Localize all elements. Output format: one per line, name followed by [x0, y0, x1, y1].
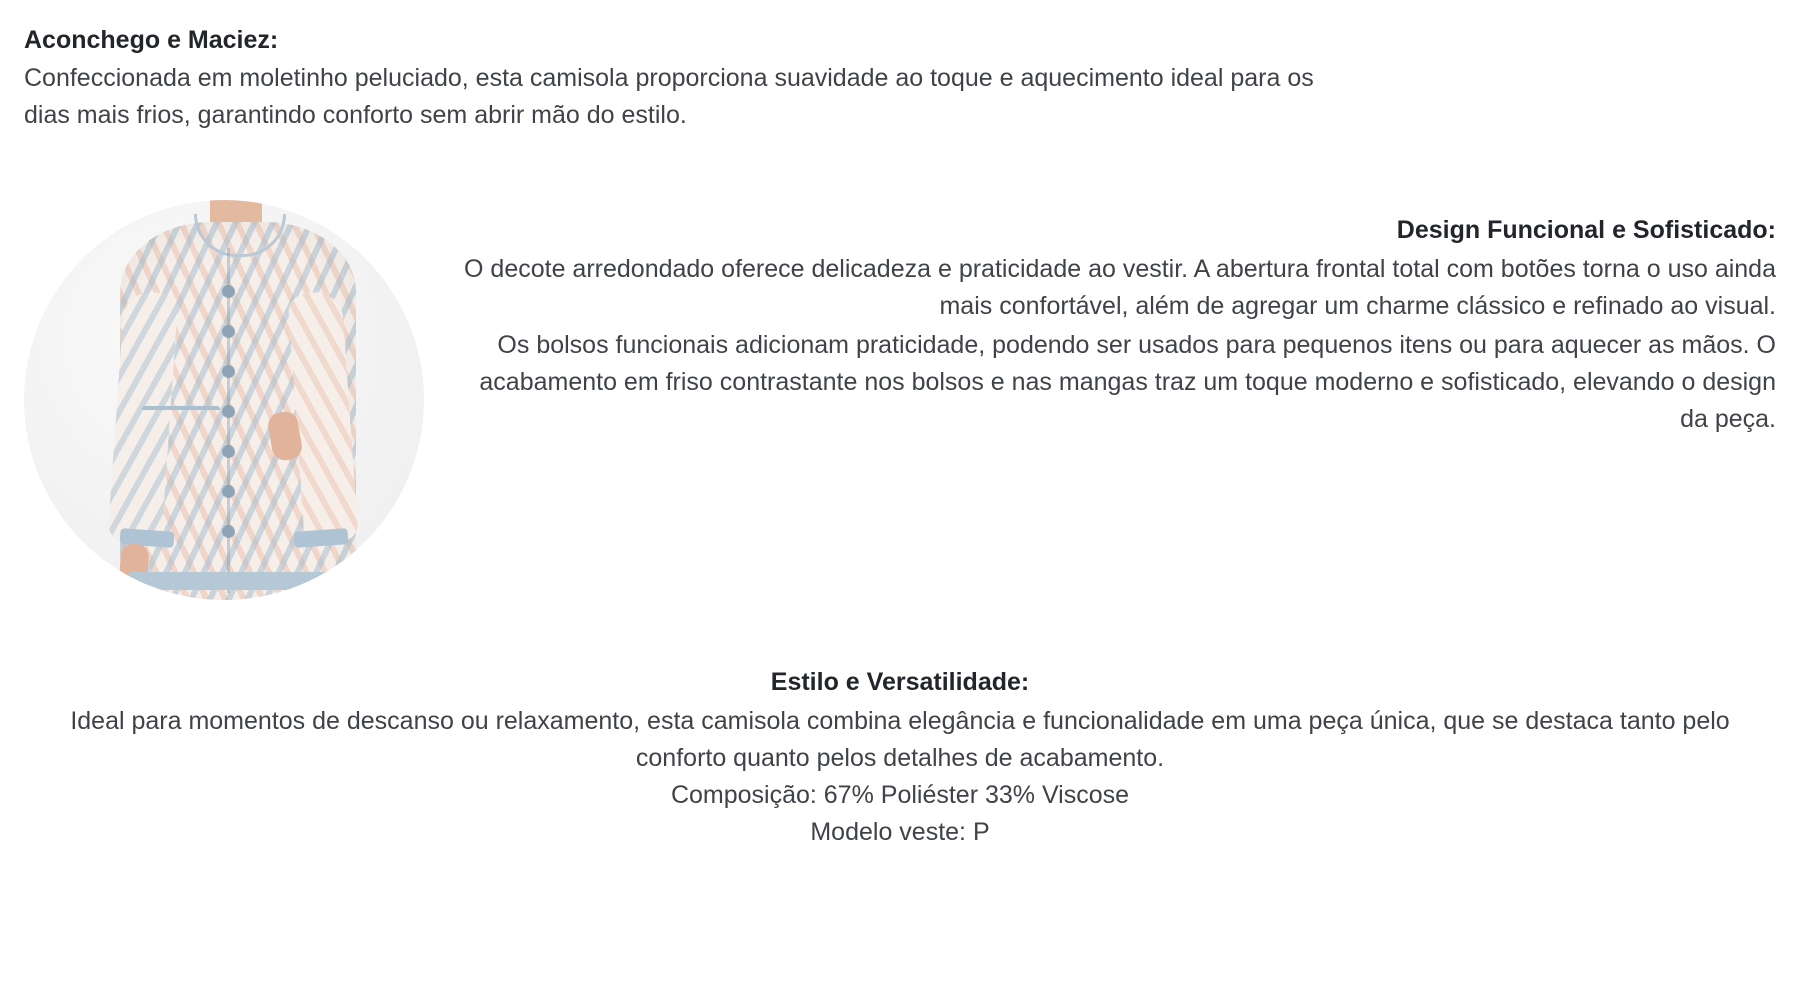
garment-button [223, 366, 234, 377]
estilo-paragraph: Ideal para momentos de descanso ou relaxamento, esta camisola combina elegância e funcionalidade em uma peça única, que se destaca tanto pelo conforto quanto pelos detalhes de acabamento. [70, 707, 1730, 772]
garment-button [223, 326, 234, 337]
section-heading-design: Design Funcional e Sofisticado: [1396, 215, 1776, 244]
garment-button [223, 406, 234, 417]
intro-paragraph-line-2: dias mais frios, garantindo conforto sem abrir mão do estilo. [24, 100, 687, 129]
garment-button [223, 526, 234, 537]
section-aconchego-e-maciez [0, 0, 1800, 134]
section-heading-estilo: Estilo e Versatilidade: [770, 667, 1030, 696]
garment-cuff-right [294, 528, 349, 548]
garment-hem [128, 572, 350, 590]
design-text-block [424, 200, 1776, 439]
garment-button [223, 446, 234, 457]
section-estilo-e-versatilidade [0, 664, 1800, 852]
section-heading-aconchego: Aconchego e Maciez: [24, 26, 279, 54]
garment-pocket [142, 406, 220, 464]
model-illustration [24, 200, 424, 600]
product-photo-circle [24, 200, 424, 600]
design-paragraph-1: O decote arredondado oferece delicadeza e praticidade ao vestir. A abertura frontal total com botões torna o uso ainda mais confortável, além de agregar um charme clássico e refinado ao visual. [464, 255, 1776, 320]
garment-button-placket [227, 248, 230, 593]
section-design-funcional [0, 200, 1800, 600]
modelo-veste-text: Modelo veste: P [810, 818, 990, 846]
design-paragraph-2: Os bolsos funcionais adicionam praticidade, podendo ser usados para pequenos itens ou para aquecer as mãos. O acabamento em friso contrastante nos bolsos e nas mangas traz um toque moderno e sofisticado, elevando o design da peça. [479, 331, 1776, 433]
composicao-text: Composição: 67% Poliéster 33% Viscose [670, 781, 1130, 809]
product-photo [24, 200, 424, 600]
garment-button [223, 486, 234, 497]
intro-paragraph-line-1: Confeccionada em moletinho peluciado, esta camisola proporciona suavidade ao toque e aquecimento ideal para os [24, 63, 1314, 92]
garment-button [223, 286, 234, 297]
